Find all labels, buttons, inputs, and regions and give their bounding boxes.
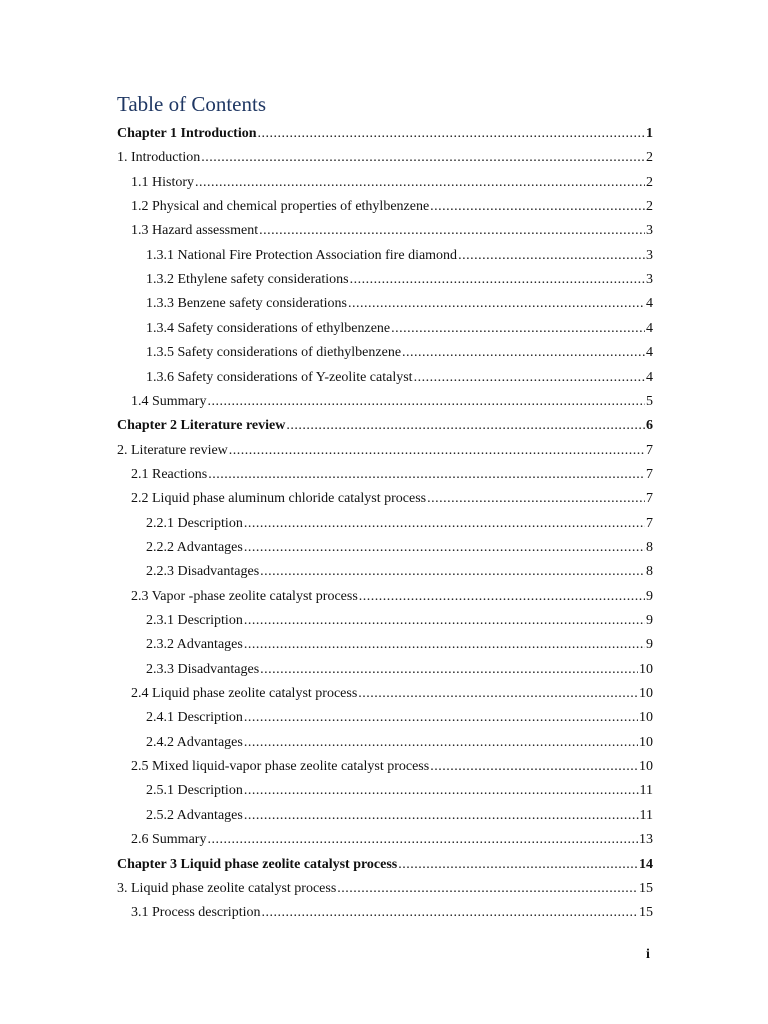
- dot-leader: [207, 828, 638, 852]
- dot-leader: [260, 658, 638, 682]
- dot-leader: [244, 609, 645, 633]
- toc-entry[interactable]: [146, 633, 653, 657]
- dot-leader: [430, 195, 645, 219]
- toc-entry-label: 1. Introduction: [117, 150, 201, 166]
- toc-entry-page: 7: [646, 491, 653, 507]
- dot-leader: [348, 292, 645, 316]
- dot-leader: [244, 633, 645, 657]
- toc-entry[interactable]: [131, 195, 653, 219]
- toc-entry[interactable]: [131, 390, 653, 414]
- toc-entry[interactable]: [146, 658, 653, 682]
- page-title: Table of Contents: [117, 92, 266, 116]
- toc-entry-label: 2.3.3 Disadvantages: [146, 661, 260, 677]
- toc-entry-page: 10: [639, 734, 653, 750]
- toc-entry-page: 3: [646, 223, 653, 239]
- toc-entry-label: 1.1 History: [131, 174, 194, 190]
- toc-entry-label: 3.1 Process description: [131, 905, 261, 921]
- toc-entry-page: 7: [646, 442, 653, 458]
- toc-entry-label: 1.3.4 Safety considerations of ethylbenzene: [146, 320, 391, 336]
- toc-entry-page: 2: [646, 150, 653, 166]
- toc-entry-page: 6: [646, 418, 653, 434]
- toc-entry-label: Chapter 1 Introduction: [117, 126, 257, 141]
- toc-entry-page: 8: [646, 539, 653, 555]
- toc-entry-page: 11: [639, 807, 653, 823]
- toc-entry-label: 2.2 Liquid phase aluminum chloride catalyst process: [131, 491, 427, 507]
- toc-entry-label: 3. Liquid phase zeolite catalyst process: [117, 880, 337, 896]
- toc-entry-page: 15: [639, 880, 653, 896]
- toc-entry-page: 3: [646, 272, 653, 288]
- dot-leader: [244, 706, 638, 730]
- toc-entry-label: 1.3.3 Benzene safety considerations: [146, 296, 347, 312]
- toc-entry-label: Chapter 3 Liquid phase zeolite catalyst process: [117, 856, 398, 872]
- toc-entry-page: 9: [646, 613, 653, 628]
- dot-leader: [430, 755, 638, 779]
- dot-leader: [286, 414, 645, 438]
- toc-entry-label: 1.3.6 Safety considerations of Y-zeolite catalyst: [146, 369, 413, 385]
- dot-leader: [208, 463, 645, 487]
- toc-entry[interactable]: [117, 439, 653, 463]
- toc-entry-page: 5: [646, 393, 653, 409]
- toc-entry[interactable]: [146, 512, 653, 536]
- toc-entry-label: 2.1 Reactions: [131, 466, 208, 482]
- toc-entry[interactable]: [146, 706, 653, 730]
- toc-entry[interactable]: [117, 122, 653, 146]
- toc-entry-label: 2.2.2 Advantages: [146, 539, 243, 555]
- toc-entry[interactable]: [146, 536, 653, 560]
- toc-entry[interactable]: [131, 828, 653, 852]
- toc-entry-label: 2.6 Summary: [131, 832, 207, 848]
- dot-leader: [358, 682, 638, 706]
- toc-entry-page: 1: [646, 126, 653, 141]
- toc-entry-label: 2.5.2 Advantages: [146, 807, 243, 823]
- dot-leader: [458, 244, 645, 268]
- toc-entry-page: 3: [646, 247, 653, 263]
- dot-leader: [201, 146, 645, 170]
- toc-entry-page: 4: [646, 320, 653, 336]
- toc-entry-page: 7: [646, 466, 653, 482]
- toc-entry-label: 2.5 Mixed liquid-vapor phase zeolite catalyst process: [131, 759, 430, 775]
- toc-entry-label: 2.2.3 Disadvantages: [146, 564, 260, 580]
- toc-entry[interactable]: [146, 292, 653, 316]
- toc-entry-label: 1.3 Hazard assessment: [131, 223, 259, 239]
- dot-leader: [244, 512, 645, 536]
- toc-entry-label: 1.3.5 Safety considerations of diethylbenzene: [146, 345, 402, 361]
- toc-entry-label: Chapter 2 Literature review: [117, 418, 286, 434]
- page-number: i: [646, 947, 650, 962]
- toc-entry-page: 2: [646, 199, 653, 215]
- dot-leader: [427, 487, 645, 511]
- toc-entry[interactable]: [146, 317, 653, 341]
- dot-leader: [391, 317, 645, 341]
- toc-entry-page: 11: [639, 783, 653, 799]
- toc-entry[interactable]: [146, 268, 653, 292]
- toc-entry-label: 2.2.1 Description: [146, 515, 243, 531]
- toc-entry[interactable]: [146, 366, 653, 390]
- dot-leader: [259, 219, 645, 243]
- toc-entry[interactable]: [131, 487, 653, 511]
- dot-leader: [414, 366, 645, 390]
- toc-entry[interactable]: [117, 414, 653, 438]
- toc-entry-page: 10: [639, 759, 653, 775]
- dot-leader: [229, 439, 645, 463]
- toc-entry-page: 4: [646, 296, 653, 312]
- toc-entry[interactable]: [131, 755, 653, 779]
- dot-leader: [244, 731, 638, 755]
- toc-entry-label: 1.3.1 National Fire Protection Association fire diamond: [146, 247, 458, 263]
- toc-entry[interactable]: [146, 341, 653, 365]
- toc-entry-page: 10: [639, 710, 653, 726]
- toc-entry-label: 2. Literature review: [117, 442, 228, 458]
- toc-entry[interactable]: [131, 171, 653, 195]
- toc-entry-label: 1.3.2 Ethylene safety considerations: [146, 272, 349, 288]
- toc-entry-page: 15: [639, 905, 653, 921]
- toc-entry-label: 2.4.2 Advantages: [146, 734, 243, 750]
- toc-entry-label: 2.4 Liquid phase zeolite catalyst process: [131, 686, 358, 702]
- dot-leader: [337, 877, 638, 901]
- toc-entry[interactable]: [146, 244, 653, 268]
- toc-entry-page: 10: [639, 686, 653, 702]
- toc-entry[interactable]: [146, 560, 653, 584]
- dot-leader: [258, 122, 645, 146]
- toc-entry-page: 8: [646, 564, 653, 580]
- toc-entry[interactable]: [117, 877, 653, 901]
- dot-leader: [244, 536, 645, 560]
- dot-leader: [350, 268, 645, 292]
- toc-entry-label: 2.3.2 Advantages: [146, 637, 243, 653]
- toc-entry-label: 2.3 Vapor -phase zeolite catalyst process: [131, 588, 358, 604]
- dot-leader: [195, 171, 645, 195]
- toc-entry[interactable]: [131, 219, 653, 243]
- toc-entry-page: 13: [639, 832, 653, 848]
- toc-entry[interactable]: [146, 804, 653, 828]
- dot-leader: [244, 804, 639, 828]
- dot-leader: [207, 390, 645, 414]
- toc-entry-page: 2: [646, 174, 653, 190]
- toc-entry-label: 1.2 Physical and chemical properties of ethylbenzene: [131, 199, 430, 215]
- toc-entry-page: 7: [646, 515, 653, 531]
- dot-leader: [359, 585, 645, 609]
- toc-entry-label: 2.5.1 Description: [146, 783, 243, 799]
- toc-entry[interactable]: [146, 779, 653, 803]
- toc-entry-label: 1.4 Summary: [131, 393, 207, 409]
- toc-entry[interactable]: [146, 609, 653, 633]
- dot-leader: [261, 901, 638, 925]
- dot-leader: [260, 560, 645, 584]
- toc-entry[interactable]: [131, 901, 653, 925]
- toc-entry-label: 2.4.1 Description: [146, 710, 243, 726]
- dot-leader: [244, 779, 639, 803]
- toc-entry-page: 4: [646, 369, 653, 385]
- toc-entry-page: 14: [639, 856, 653, 872]
- toc-entry-page: 9: [646, 588, 653, 604]
- toc-entry[interactable]: [117, 853, 653, 877]
- toc-entry-page: 10: [639, 661, 653, 677]
- toc-entry[interactable]: [131, 463, 653, 487]
- dot-leader: [398, 853, 638, 877]
- dot-leader: [402, 341, 645, 365]
- toc-entry-page: 4: [646, 345, 653, 361]
- toc-entry[interactable]: [131, 585, 653, 609]
- toc-entry-page: 9: [646, 637, 653, 653]
- toc-entry[interactable]: [117, 146, 653, 170]
- toc-entry[interactable]: [146, 731, 653, 755]
- toc-entry[interactable]: [131, 682, 653, 706]
- toc-entry-label: 2.3.1 Description: [146, 613, 243, 628]
